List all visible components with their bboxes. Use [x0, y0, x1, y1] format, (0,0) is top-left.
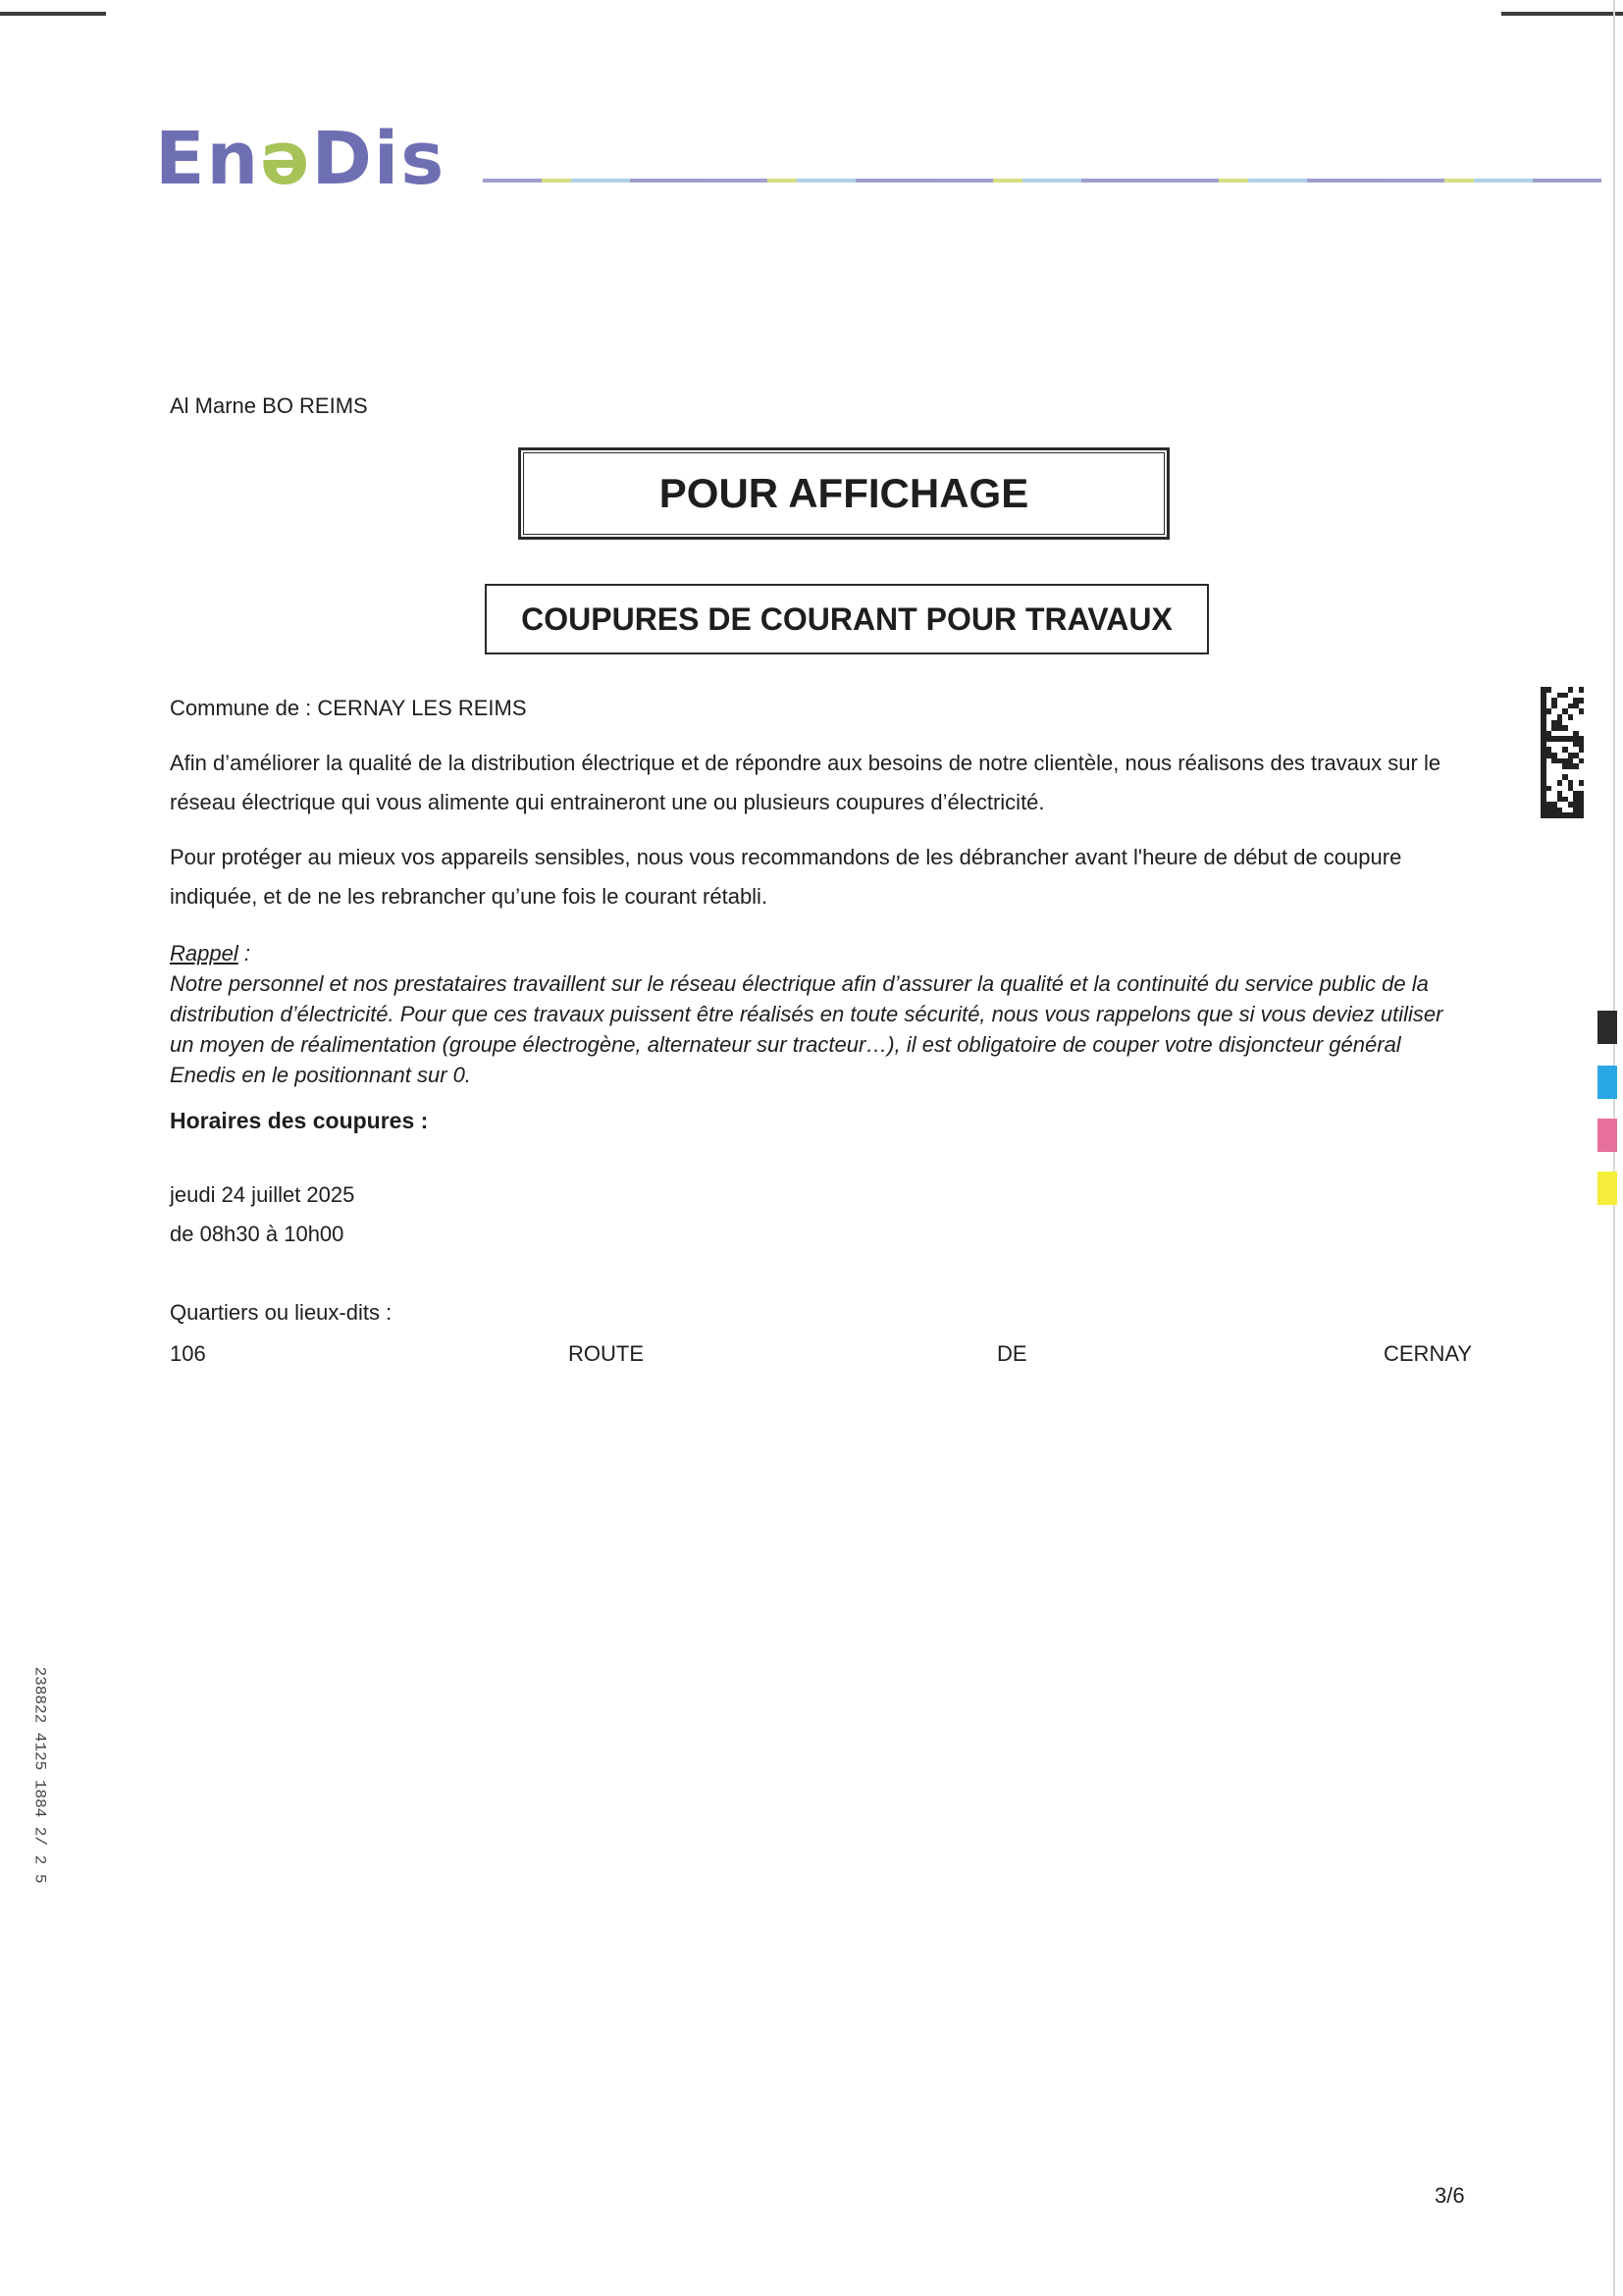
notice-subtitle-box: [485, 584, 1209, 654]
notice-subtitle: COUPURES DE COURANT POUR TRAVAUX: [521, 600, 1173, 637]
logo-part-2: ə: [260, 117, 312, 201]
locations-heading: Quartiers ou lieux-dits :: [170, 1300, 393, 1325]
scan-corner-mark-left: [0, 12, 106, 16]
notice-title: POUR AFFICHAGE: [658, 470, 1029, 516]
advice-paragraph: Pour protéger au mieux vos appareils sensibles, nous vous recommandons de les débrancher avant l'heure de début de coupure indiquée, et de ne les rebrancher qu’une fois le courant rétabli.: [170, 845, 1402, 909]
schedule-date: jeudi 24 juillet 2025: [170, 1182, 355, 1207]
schedule-time: de 08h30 à 10h00: [170, 1222, 344, 1246]
address-part-street-type: ROUTE: [568, 1341, 644, 1366]
address-part-street-name: CERNAY: [1384, 1341, 1473, 1366]
logo-part-3: Dis: [311, 117, 446, 201]
swatch-yellow: [1597, 1172, 1617, 1205]
swatch-cyan: [1597, 1066, 1617, 1099]
datamatrix-code: [1541, 687, 1584, 818]
reminder-text: Notre personnel et nos prestataires travaillent sur le réseau électrique afin d’assurer la qualité et la continuité du service public de la distribution d’électricité. Pour que ces travaux puissent être réalisés en toute sécurité, nous vous rappelons que si vous deviez utiliser un moyen de réalimentation (groupe électrogène, alternateur sur tracteur…), il est obligatoire de couper votre disjoncteur général Enedis en le positionnant sur 0.: [170, 971, 1443, 1087]
address-part-number: 106: [170, 1341, 206, 1366]
reminder-colon: :: [237, 941, 250, 965]
logo-part-1: En: [155, 117, 261, 201]
header-rule: [483, 179, 1601, 183]
sender-name: Al Marne BO REIMS: [170, 393, 368, 418]
swatch-black: [1597, 1011, 1617, 1044]
schedule-heading: Horaires des coupures :: [170, 1108, 429, 1133]
notice-title-box: [518, 447, 1170, 540]
reminder-block: [170, 938, 1470, 1090]
side-tracking-code: 238822 4125 1884 2/ 2 5: [30, 1666, 49, 1884]
page-number: 3/6: [1435, 2183, 1465, 2208]
reminder-label: Rappel: [170, 941, 238, 965]
intro-paragraph: Afin d’améliorer la qualité de la distribution électrique et de répondre aux besoins de notre clientèle, nous réalisons des travaux sur le réseau électrique qui vous alimente qui entraineront une ou plusieurs coupures d’électricité.: [170, 751, 1441, 814]
swatch-magenta: [1597, 1119, 1617, 1152]
commune-line: Commune de : CERNAY LES REIMS: [170, 696, 527, 720]
address-part-preposition: DE: [997, 1341, 1027, 1366]
enedis-logo: [155, 117, 469, 201]
datamatrix-cell: [1579, 812, 1585, 818]
scan-corner-mark-right: [1501, 12, 1623, 16]
